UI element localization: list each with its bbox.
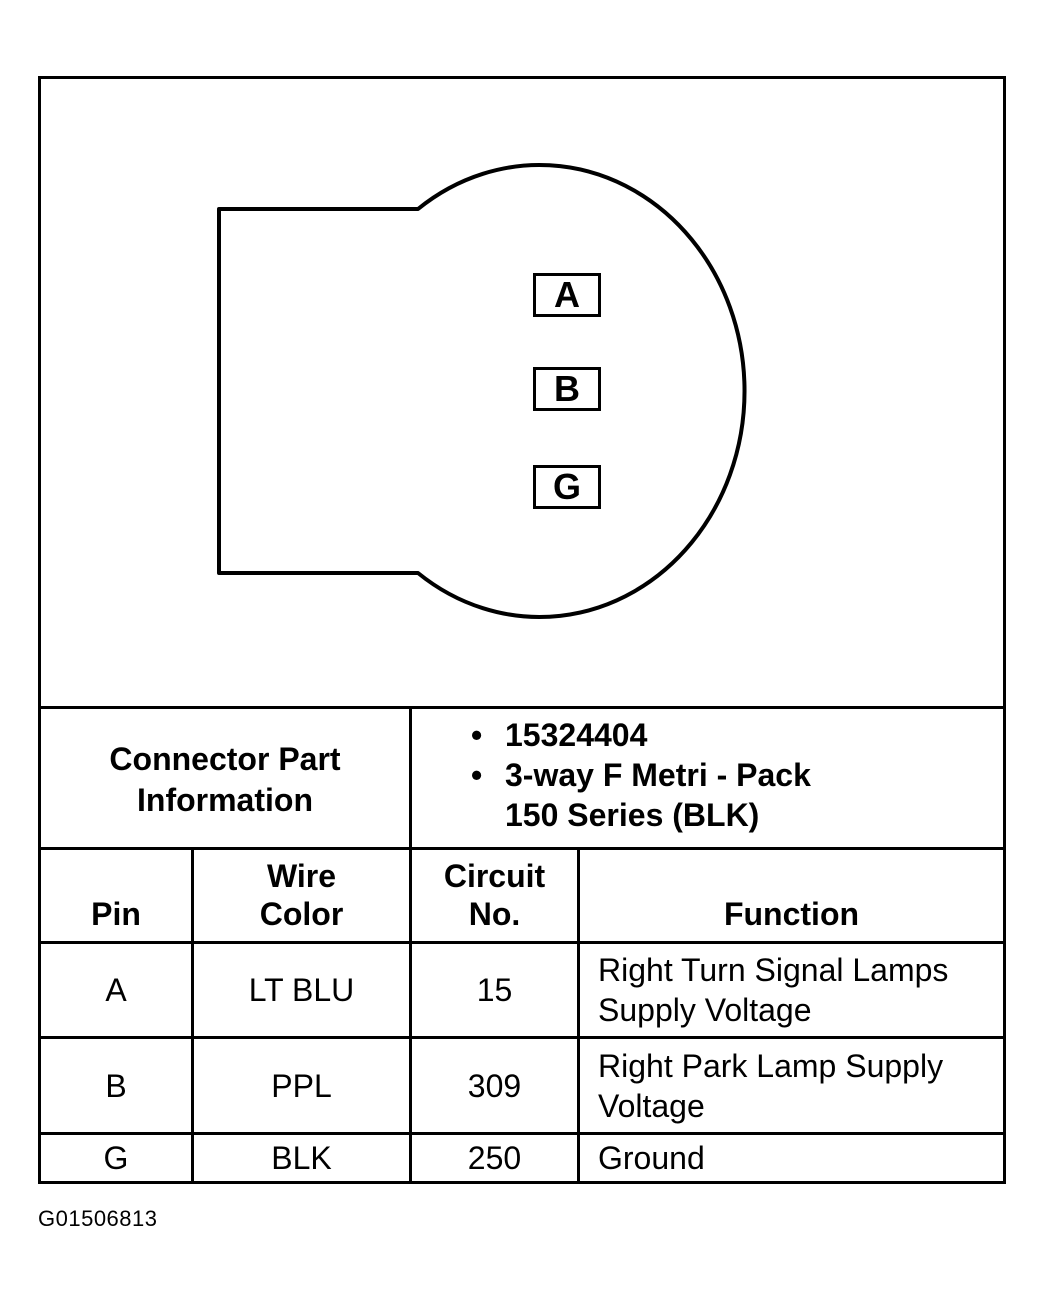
function-value: Ground [598, 1140, 705, 1176]
connector-figure [38, 76, 1006, 1184]
function-cell [577, 944, 1003, 1036]
function-cell [577, 1039, 1003, 1132]
part-info-title [41, 739, 409, 821]
function-value [598, 950, 995, 1030]
wire-cell [191, 1039, 409, 1132]
table-row [41, 1039, 1003, 1135]
bullet-icon: • [471, 757, 483, 793]
part-description-item [471, 755, 811, 835]
header-wire-color-cell [191, 850, 409, 941]
header-circuit-line2: No. [468, 896, 521, 932]
pin-cell [41, 1039, 191, 1132]
function-line1: Right Park Lamp Supply [598, 1047, 944, 1084]
part-number: 15324404 [505, 717, 648, 753]
header-circuit-cell [409, 850, 577, 941]
part-info-list [471, 715, 811, 835]
pin-value: A [105, 972, 127, 1008]
table-row [41, 944, 1003, 1039]
wire-color-value: LT BLU [248, 972, 355, 1008]
header-wire-color-line1: Wire [266, 858, 337, 894]
part-info-title-line1: Connector Part [109, 741, 341, 777]
divider [409, 709, 412, 847]
pin-g-terminal: G [533, 465, 601, 509]
bullet-icon: • [471, 717, 483, 753]
function-line1: Right Turn Signal Lamps [598, 952, 949, 988]
pin-value: B [105, 1067, 127, 1104]
wire-color-value: BLK [271, 1140, 332, 1176]
connector-part-info [41, 706, 1003, 850]
wire-cell [191, 944, 409, 1036]
pin-a-terminal: A [533, 273, 601, 317]
connector-outline [41, 79, 1003, 705]
connector-diagram [41, 79, 1003, 705]
header-function-cell [577, 850, 1003, 941]
pin-cell [41, 1135, 191, 1181]
header-pin-cell [41, 850, 191, 941]
figure-id: G01506813 [38, 1206, 158, 1231]
circuit-cell [409, 944, 577, 1036]
pin-value: G [103, 1140, 129, 1176]
wire-color-value: PPL [271, 1067, 332, 1104]
function-line2: Supply Voltage [598, 992, 812, 1028]
part-info-title-line2: Information [137, 782, 313, 818]
header-pin: Pin [91, 896, 141, 932]
pin-b-terminal: B [533, 367, 601, 411]
header-wire-color-line2: Color [259, 896, 344, 932]
header-circuit [412, 857, 577, 933]
part-description-line2: 150 Series (BLK) [505, 797, 760, 833]
header-circuit-line1: Circuit [443, 858, 546, 894]
circuit-cell [409, 1039, 577, 1132]
circuit-value: 15 [476, 972, 513, 1008]
part-description-line1: 3-way F Metri - Pack [505, 757, 811, 793]
header-wire-color [194, 857, 409, 933]
table-header-row [41, 850, 1003, 944]
table-row [41, 1135, 1003, 1181]
header-function: Function [723, 896, 860, 932]
circuit-value: 250 [467, 1140, 522, 1176]
circuit-value: 309 [467, 1067, 522, 1104]
pin-cell [41, 944, 191, 1036]
function-line2: Voltage [598, 1087, 705, 1124]
wire-cell [191, 1135, 409, 1181]
part-number-item [471, 715, 811, 755]
function-value [598, 1046, 995, 1126]
circuit-cell [409, 1135, 577, 1181]
function-cell [577, 1135, 1003, 1181]
